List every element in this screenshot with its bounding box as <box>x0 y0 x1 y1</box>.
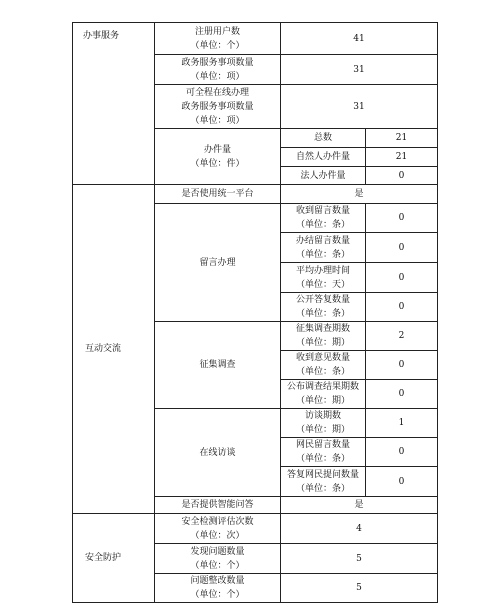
survey-periods-value: 2 <box>365 321 438 351</box>
case-natural-value: 21 <box>365 147 438 167</box>
service-items-value: 31 <box>280 54 438 85</box>
registered-users-value: 41 <box>280 22 438 55</box>
case-natural-label: 自然人办件量 <box>280 147 366 167</box>
issues-fixed-value: 5 <box>280 573 438 603</box>
service-items-label: 政务服务事项数量 （单位：项） <box>154 54 281 85</box>
unified-platform-value: 是 <box>280 184 438 204</box>
avg-handling-time-label: 平均办理时间 （单位：天） <box>280 262 366 293</box>
smart-qa-value: 是 <box>280 496 438 514</box>
security-tests-value: 4 <box>280 513 438 544</box>
section-label-interaction: 互动交流 <box>72 184 155 514</box>
closed-messages-label: 办结留言数量 （单位：条） <box>280 232 366 263</box>
public-replies-label: 公开答复数量 （单位：条） <box>280 292 366 322</box>
online-items-value: 31 <box>280 84 438 129</box>
security-tests-label: 安全检测评估次数 （单位：次） <box>154 513 281 544</box>
online-interview-label: 在线访谈 <box>154 408 281 497</box>
online-items-label: 可全程在线办理 政务服务事项数量 （单位：项） <box>154 84 281 129</box>
interview-periods-value: 1 <box>365 408 438 438</box>
netizen-messages-value: 0 <box>365 437 438 467</box>
netizen-answers-value: 0 <box>365 466 438 497</box>
case-legal-value: 0 <box>365 166 438 185</box>
issues-fixed-label: 问题整改数量 （单位：个） <box>154 573 281 603</box>
survey-label: 征集调查 <box>154 321 281 409</box>
unified-platform-label: 是否使用统一平台 <box>154 184 281 204</box>
issues-found-label: 发现问题数量 （单位：个） <box>154 543 281 574</box>
section-label-security: 安全防护 <box>72 513 155 603</box>
case-volume-label: 办件量 （单位：件） <box>154 128 281 185</box>
avg-handling-time-value: 0 <box>365 262 438 293</box>
received-messages-value: 0 <box>365 203 438 233</box>
closed-messages-value: 0 <box>365 232 438 263</box>
case-legal-label: 法人办件量 <box>280 166 366 185</box>
opinions-received-value: 0 <box>365 350 438 380</box>
received-messages-label: 收到留言数量 （单位：条） <box>280 203 366 233</box>
opinions-received-label: 收到意见数量 （单位：条） <box>280 350 366 380</box>
public-replies-value: 0 <box>365 292 438 322</box>
registered-users-label: 注册用户数 （单位：个） <box>154 22 281 55</box>
issues-found-value: 5 <box>280 543 438 574</box>
interview-periods-label: 访谈期数 （单位：期） <box>280 408 366 438</box>
case-total-label: 总数 <box>280 128 366 148</box>
smart-qa-label: 是否提供智能问答 <box>154 496 281 514</box>
netizen-answers-label: 答复网民提问数量 （单位：条） <box>280 466 366 497</box>
netizen-messages-label: 网民留言数量 （单位：条） <box>280 437 366 467</box>
message-handling-label: 留言办理 <box>154 203 281 322</box>
results-published-label: 公布调查结果期数 （单位：期） <box>280 379 366 409</box>
section-label-service: 办事服务 <box>72 22 155 185</box>
case-total-value: 21 <box>365 128 438 148</box>
survey-periods-label: 征集调查期数 （单位：期） <box>280 321 366 351</box>
results-published-value: 0 <box>365 379 438 409</box>
